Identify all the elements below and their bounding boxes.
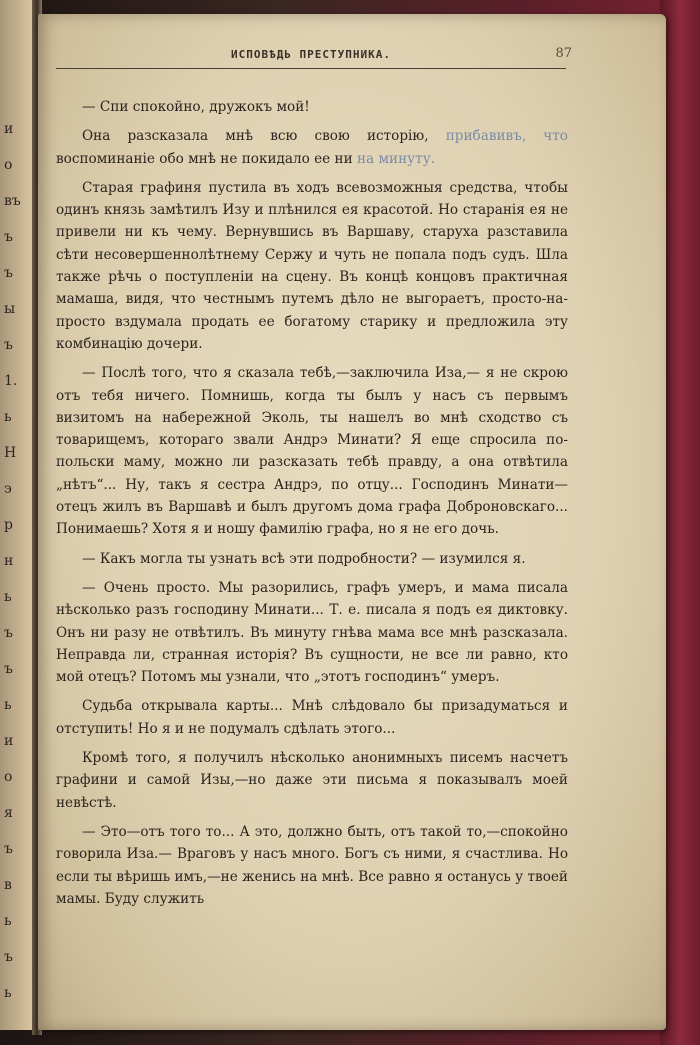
left-page-fragment: ь: [4, 589, 12, 605]
paragraph-text: — Спи спокойно, дружокъ мой!: [82, 99, 310, 115]
left-page-fragment: ъ: [4, 229, 13, 245]
paragraph-text: Она разсказала мнѣ всю свою исторію,: [82, 128, 446, 145]
left-page-fragment: ъ: [4, 337, 13, 353]
left-page-fragment: ь: [4, 913, 12, 929]
paragraph-9: [56, 821, 568, 910]
paragraph-text: — Послѣ того, что я сказала тебѣ,—заключила Иза,— я не скрою отъ тебя ничего. Помнишь, когда ты былъ у насъ съ первымъ визитомъ на набережной Эколь, ты нашелъ во мнѣ сходство съ товарищемъ, котораго звали Андрэ Минати? Я еще спросила по-польски маму, можно ли разсказать тебѣ правду, а она отвѣтила „нѣтъ“... Ну, такъ я сестра Андрэ, по отцу... Господинъ Минати—отецъ жилъ въ Варшавѣ и былъ другомъ дома графа Доброновскаго... Понимаешь? Хотя я и ношу фамилію графа, но я не его дочь.: [56, 365, 568, 538]
left-page-fragment: и: [4, 121, 14, 137]
paragraph-1: [56, 96, 568, 118]
paragraph-text: — Очень просто. Мы разорились, графъ умеръ, и мама писала нѣсколько разъ господину Минати... Т. е. писала я подъ ея диктовку. Онъ ни разу не отвѣтилъ. Въ минуту гнѣва мама все мнѣ разсказала. Неправда ли, странная исторія? Въ сущности, не все ли равно, кто мой отецъ? Потомъ мы узнали, что „этотъ господинъ“ умеръ.: [56, 579, 568, 686]
running-title: ИСПОВѢДЬ ПРЕСТУПНИКА.: [230, 48, 392, 61]
left-page-fragment: о: [4, 769, 13, 785]
left-page-fragment: ъ: [4, 661, 13, 677]
left-page-fragment: Н: [4, 445, 17, 461]
left-page-fragment: и: [4, 733, 14, 749]
faded-text: на минуту.: [357, 150, 436, 167]
left-page-fragment: ы: [4, 301, 16, 317]
left-page-fragment: э: [4, 481, 12, 497]
left-page-fragment: 1.: [4, 373, 18, 389]
left-page-fragment: н: [4, 553, 14, 569]
paragraph-7: [56, 695, 568, 740]
page-header: [56, 46, 572, 69]
left-page-fragment: ь: [4, 697, 12, 713]
left-page-fragment: в: [4, 877, 12, 893]
body-text: [56, 96, 568, 917]
paragraph-8: [56, 747, 568, 814]
left-page-fragment: ъ: [4, 265, 13, 281]
paragraph-text: — Какъ могла ты узнать всѣ эти подробности? — изумился я.: [82, 550, 526, 567]
left-page-fragment: ъ: [4, 949, 13, 965]
paragraph-5: [56, 548, 568, 570]
paragraph-6: [56, 577, 568, 688]
left-page-fragment: о: [4, 157, 13, 173]
paragraph-text: воспоминаніе обо мнѣ не покидало ее ни: [56, 150, 357, 167]
left-page-fragment: въ: [4, 193, 21, 209]
paragraph-3: [56, 177, 568, 355]
paragraph-text: Старая графиня пустила въ ходъ всевозможныя средства, чтобы одинъ князь замѣтилъ Изу и плѣнился ея красотой. Но старанія ея не привели ни къ чему. Вернувшись въ Варшаву, старуха разставила сѣти несовершеннолѣтнему Сержу и чуть не попала подъ судъ. Шла также рѣчь о поступленіи на сцену. Въ концѣ концовъ практичная мамаша, видя, что честнымъ путемъ дѣло не выгораетъ, просто-на-просто вздумала продать ее богатому старику и предложила эту комбинацію дочери.: [56, 179, 568, 352]
left-page-fragment: я: [4, 805, 13, 821]
page-number: 87: [555, 46, 572, 61]
paragraph-2: [56, 125, 568, 170]
paragraph-text: — Это—отъ того то... А это, должно быть, отъ такой то,—спокойно говорила Иза.— Враговъ у насъ много. Богъ съ ними, я счастлива. Но если ты вѣришь имъ,—не женись на мнѣ. Все равно я останусь у твоей мамы. Буду служить: [56, 823, 568, 907]
faded-text: прибавивъ, что: [445, 128, 568, 145]
left-page-fragment: ъ: [4, 625, 13, 641]
left-page-fragment: ь: [4, 985, 12, 1001]
left-page-fragment: р: [4, 517, 13, 533]
paragraph-4: [56, 362, 568, 540]
left-page-fragment: ь: [4, 409, 12, 425]
paragraph-text: Судьба открывала карты... Мнѣ слѣдовало бы призадуматься и отступить! Но я и не подумалъ сдѣлать этого...: [56, 698, 568, 737]
left-page-fragment: ъ: [4, 841, 13, 857]
paragraph-text: Кромѣ того, я получилъ нѣсколько анонимныхъ писемъ насчетъ графини и самой Изы,—но даже эти письма я показывалъ моей невѣстѣ.: [56, 750, 568, 811]
cover-edge: [660, 0, 700, 1045]
